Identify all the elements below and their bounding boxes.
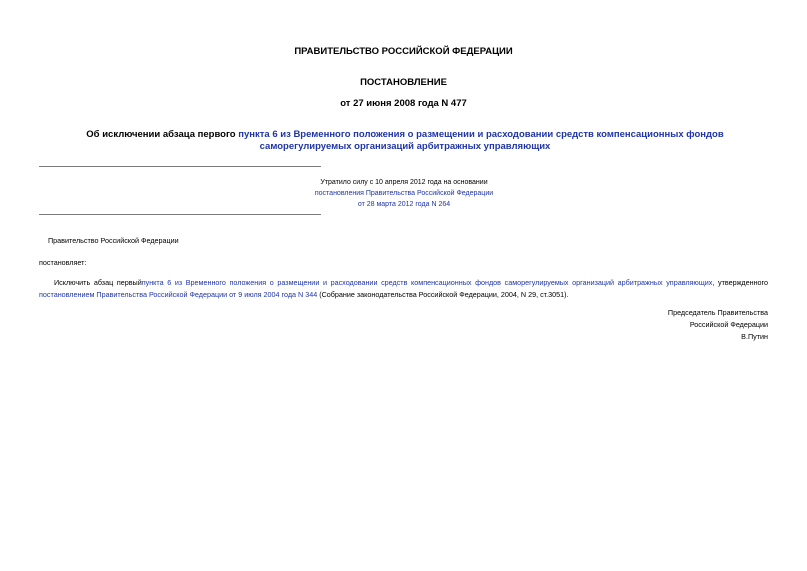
divider-top bbox=[39, 166, 321, 167]
paragraph-link-point6[interactable]: пункта 6 из Временного положения о размещении и расходовании средств компенсационных фондов саморегулируемых организаций арбитражных управляющих bbox=[141, 278, 713, 287]
paragraph-mid: , утвержденного bbox=[712, 278, 768, 287]
government-subject: Правительство Российской Федерации bbox=[48, 236, 179, 245]
signature-name: В.Путин bbox=[741, 332, 768, 341]
resolution-paragraph bbox=[39, 277, 768, 301]
signature-title: Председатель Правительства bbox=[667, 308, 768, 317]
document-type: ПОСТАНОВЛЕНИЕ bbox=[360, 77, 447, 88]
paragraph-end: (Собрание законодательства Российской Федерации, 2004, N 29, ст.3051). bbox=[317, 290, 569, 299]
repeal-note-line1: Утратило силу с 10 апреля 2012 года на основании bbox=[320, 179, 488, 186]
title-link[interactable]: пункта 6 из Временного положения о размещении и расходовании средств компенсационных фондов саморегулируемых организаций арбитражных управляющих bbox=[238, 129, 724, 152]
title-prefix: Об исключении абзаца первого bbox=[86, 129, 239, 140]
resolves-label: постановляет: bbox=[39, 258, 87, 267]
paragraph-link-decree344[interactable]: постановлением Правительства Российской Федерации от 9 июля 2004 года N 344 bbox=[39, 290, 318, 299]
document-date: от 27 июня 2008 года N 477 bbox=[340, 98, 467, 109]
signature-org: Российской Федерации bbox=[689, 320, 768, 329]
government-header: ПРАВИТЕЛЬСТВО РОССИЙСКОЙ ФЕДЕРАЦИИ bbox=[294, 46, 513, 57]
document-title bbox=[55, 129, 755, 153]
repeal-note-link2[interactable]: от 28 марта 2012 года N 264 bbox=[357, 201, 451, 208]
divider-bottom bbox=[39, 214, 321, 215]
paragraph-start: Исключить абзац первый bbox=[54, 278, 142, 287]
repeal-note-link1[interactable]: постановления Правительства Российской Федерации bbox=[314, 190, 494, 197]
